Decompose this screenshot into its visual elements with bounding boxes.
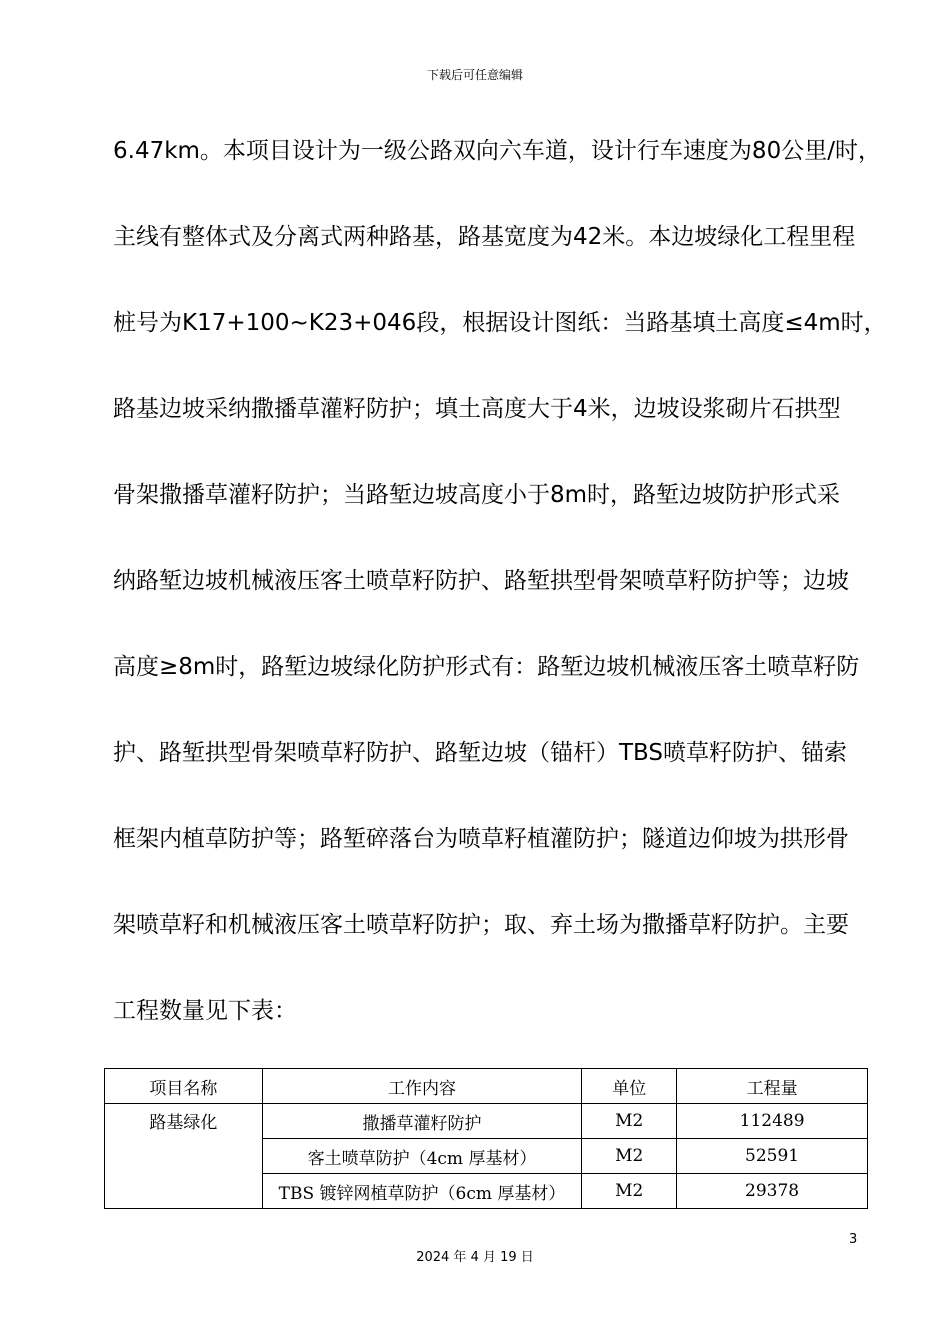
quantity-cell: 52591 <box>677 1139 868 1174</box>
content-cell: 客土喷草防护（4cm 厚基材） <box>262 1139 582 1174</box>
group-cell: 路基绿化 <box>105 1104 263 1209</box>
body-line: 纳路堑边坡机械液压客土喷草籽防护、路堑拱型骨架喷草籽防护等；边坡 <box>113 568 849 594</box>
quantity-cell: 112489 <box>677 1104 868 1139</box>
body-line: 桩号为K17+100~K23+046段，根据设计图纸：当路基填土高度≤4m时， <box>113 310 887 336</box>
body-line: 工程数量见下表： <box>113 998 297 1024</box>
page-number: 3 <box>849 1232 858 1247</box>
body-line: 高度≥8m时，路堑边坡绿化防护形式有：路堑边坡机械液压客土喷草籽防 <box>113 654 860 680</box>
unit-cell: M2 <box>582 1139 677 1174</box>
quantity-table <box>104 1068 868 1209</box>
body-line: 主线有整体式及分离式两种路基，路基宽度为42米。本边坡绿化工程里程 <box>113 224 856 250</box>
page-header: 下载后可任意编辑 <box>426 68 523 82</box>
body-paragraph <box>113 128 887 1074</box>
header-work-content: 工作内容 <box>262 1069 582 1104</box>
header-quantity: 工程量 <box>677 1069 868 1104</box>
header-project-name: 项目名称 <box>105 1069 263 1104</box>
body-line: 架喷草籽和机械液压客土喷草籽防护；取、弃土场为撒播草籽防护。主要 <box>113 912 849 938</box>
page-footer-date: 2024 年 4 月 19 日 <box>416 1250 534 1265</box>
body-line: 路基边坡采纳撒播草灌籽防护；填土高度大于4米，边坡设浆砌片石拱型 <box>113 396 841 422</box>
unit-cell: M2 <box>582 1174 677 1209</box>
content-cell: 撒播草灌籽防护 <box>262 1104 582 1139</box>
content-cell: TBS 镀锌网植草防护（6cm 厚基材） <box>262 1174 582 1209</box>
quantity-cell: 29378 <box>677 1174 868 1209</box>
body-line: 6.47km。本项目设计为一级公路双向六车道，设计行车速度为80公里/时， <box>113 138 881 164</box>
unit-cell: M2 <box>582 1104 677 1139</box>
body-line: 骨架撒播草灌籽防护；当路堑边坡高度小于8m时，路堑边坡防护形式采 <box>113 482 841 508</box>
table-row <box>105 1104 868 1139</box>
body-line: 护、路堑拱型骨架喷草籽防护、路堑边坡（锚杆）TBS喷草籽防护、锚索 <box>113 740 848 766</box>
table-header-row <box>105 1069 868 1104</box>
body-line: 框架内植草防护等；路堑碎落台为喷草籽植灌防护；隧道边仰坡为拱形骨 <box>113 826 849 852</box>
header-unit: 单位 <box>582 1069 677 1104</box>
